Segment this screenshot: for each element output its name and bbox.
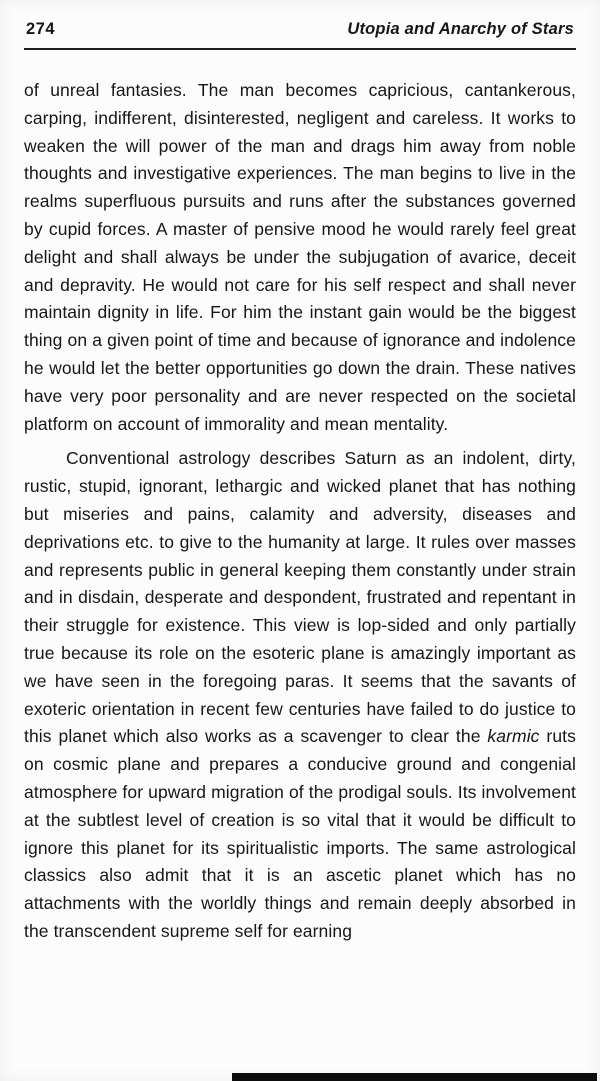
- paragraph-2-text-after-italic: ruts on cosmic plane and prepares a conducive ground and congenial atmosphere for upward migration of the prodigal souls. Its involvement at the subtlest level of creation is so vital that it would be difficult to ignore this planet for its spiritualistic imports. The same astrological classics also admit that it is an ascetic planet which has no attachments with the worldly things and remain deeply absorbed in the transcendent supreme self for earning: [24, 726, 576, 941]
- italic-term-karmic: karmic: [487, 726, 540, 747]
- page-body: [24, 77, 576, 946]
- page-number: 274: [26, 20, 56, 38]
- scan-artifact-bar: [232, 1073, 597, 1081]
- paragraph-2-text-before-italic: Conventional astrology describes Saturn as an indolent, dirty, rustic, stupid, ignorant, lethargic and wicked planet that has nothing but miseries and pains, calamity and adversity, diseases and deprivations etc. to give to the humanity at large. It rules over masses and represents public in general keeping them constantly under strain and in disdain, desperate and despondent, frustrated and repentant in their struggle for existence. This view is lop-sided and only partially true because its role on the esoteric plane is amazingly important as we have seen in the foregoing paras. It seems that the savants of exoteric orientation in recent few centuries have failed to do justice to this planet which also works as a scavenger to clear the: [24, 448, 576, 747]
- page-header: [24, 16, 576, 39]
- paragraph-1: of unreal fantasies. The man becomes capricious, cantankerous, carping, indifferent, disinterested, negligent and careless. It works to weaken the will power of the man and drags him away from noble thoughts and investigative experiences. The man begins to live in the realms superfluous pursuits and runs after the substances governed by cupid forces. A master of pensive mood he would rarely feel great delight and shall always be under the subjugation of avarice, deceit and depravity. He would not care for his self respect and shall never maintain dignity in life. For him the instant gain would be the biggest thing on a given point of time and because of ignorance and indolence he would let the better opportunities go down the drain. These natives have very poor personality and are never respected on the societal platform on account of immorality and mean mentality.: [24, 80, 576, 434]
- book-title: Utopia and Anarchy of Stars: [347, 20, 574, 38]
- header-rule: [24, 48, 576, 50]
- paragraph-2: [24, 445, 576, 945]
